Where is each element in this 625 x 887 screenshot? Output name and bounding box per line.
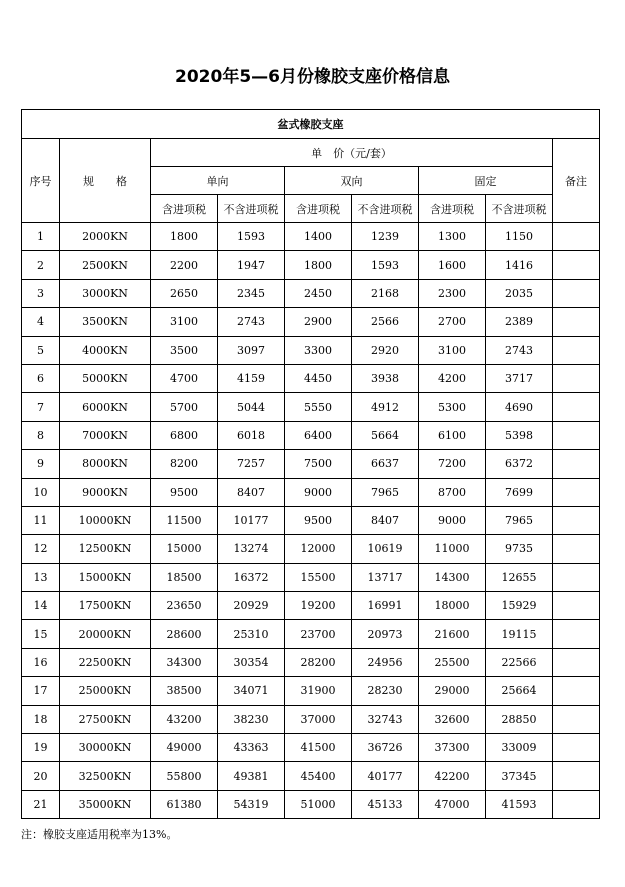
cell-fixed-without-tax: 22566 bbox=[486, 648, 553, 676]
cell-index: 13 bbox=[22, 563, 60, 591]
cell-bi-with-tax: 2900 bbox=[285, 308, 352, 336]
cell-fixed-with-tax: 1300 bbox=[419, 223, 486, 251]
cell-bi-without-tax: 32743 bbox=[352, 705, 419, 733]
cell-uni-without-tax: 2743 bbox=[218, 308, 285, 336]
table-row bbox=[22, 223, 600, 251]
cell-spec: 7000KN bbox=[60, 421, 151, 449]
cell-bi-without-tax: 8407 bbox=[352, 506, 419, 534]
cell-bi-without-tax: 36726 bbox=[352, 734, 419, 762]
cell-bi-with-tax: 5550 bbox=[285, 393, 352, 421]
cell-index: 10 bbox=[22, 478, 60, 506]
cell-fixed-with-tax: 37300 bbox=[419, 734, 486, 762]
section-title: 盆式橡胶支座 bbox=[22, 110, 600, 139]
cell-remark bbox=[553, 421, 600, 449]
cell-fixed-with-tax: 5300 bbox=[419, 393, 486, 421]
table-row bbox=[22, 734, 600, 762]
cell-remark bbox=[553, 648, 600, 676]
cell-bi-with-tax: 9500 bbox=[285, 506, 352, 534]
cell-index: 9 bbox=[22, 450, 60, 478]
cell-uni-without-tax: 49381 bbox=[218, 762, 285, 790]
cell-bi-with-tax: 41500 bbox=[285, 734, 352, 762]
cell-uni-without-tax: 5044 bbox=[218, 393, 285, 421]
cell-uni-without-tax: 20929 bbox=[218, 592, 285, 620]
cell-remark bbox=[553, 535, 600, 563]
cell-bi-without-tax: 2920 bbox=[352, 336, 419, 364]
cell-uni-with-tax: 2650 bbox=[151, 279, 218, 307]
cell-fixed-with-tax: 21600 bbox=[419, 620, 486, 648]
cell-fixed-without-tax: 33009 bbox=[486, 734, 553, 762]
cell-uni-with-tax: 43200 bbox=[151, 705, 218, 733]
cell-index: 6 bbox=[22, 364, 60, 392]
cell-spec: 17500KN bbox=[60, 592, 151, 620]
cell-bi-with-tax: 1400 bbox=[285, 223, 352, 251]
cell-uni-with-tax: 18500 bbox=[151, 563, 218, 591]
cell-bi-with-tax: 2450 bbox=[285, 279, 352, 307]
table-row bbox=[22, 790, 600, 818]
cell-bi-without-tax: 40177 bbox=[352, 762, 419, 790]
cell-bi-with-tax: 15500 bbox=[285, 563, 352, 591]
cell-remark bbox=[553, 223, 600, 251]
cell-remark bbox=[553, 364, 600, 392]
cell-spec: 27500KN bbox=[60, 705, 151, 733]
cell-uni-with-tax: 1800 bbox=[151, 223, 218, 251]
cell-fixed-with-tax: 1600 bbox=[419, 251, 486, 279]
cell-spec: 6000KN bbox=[60, 393, 151, 421]
cell-bi-with-tax: 37000 bbox=[285, 705, 352, 733]
cell-bi-without-tax: 1239 bbox=[352, 223, 419, 251]
cell-spec: 3000KN bbox=[60, 279, 151, 307]
cell-fixed-with-tax: 9000 bbox=[419, 506, 486, 534]
cell-fixed-with-tax: 29000 bbox=[419, 677, 486, 705]
cell-uni-with-tax: 3100 bbox=[151, 308, 218, 336]
cell-uni-with-tax: 3500 bbox=[151, 336, 218, 364]
cell-uni-with-tax: 4700 bbox=[151, 364, 218, 392]
table-row bbox=[22, 535, 600, 563]
cell-spec: 9000KN bbox=[60, 478, 151, 506]
cell-remark bbox=[553, 592, 600, 620]
table-row bbox=[22, 251, 600, 279]
cell-index: 3 bbox=[22, 279, 60, 307]
cell-remark bbox=[553, 478, 600, 506]
cell-fixed-without-tax: 28850 bbox=[486, 705, 553, 733]
table-row bbox=[22, 705, 600, 733]
cell-fixed-without-tax: 6372 bbox=[486, 450, 553, 478]
cell-remark bbox=[553, 308, 600, 336]
cell-uni-without-tax: 13274 bbox=[218, 535, 285, 563]
cell-index: 11 bbox=[22, 506, 60, 534]
cell-uni-with-tax: 2200 bbox=[151, 251, 218, 279]
cell-uni-with-tax: 61380 bbox=[151, 790, 218, 818]
cell-bi-without-tax: 28230 bbox=[352, 677, 419, 705]
cell-spec: 30000KN bbox=[60, 734, 151, 762]
cell-fixed-without-tax: 7965 bbox=[486, 506, 553, 534]
cell-uni-without-tax: 1947 bbox=[218, 251, 285, 279]
cell-fixed-with-tax: 25500 bbox=[419, 648, 486, 676]
cell-uni-without-tax: 8407 bbox=[218, 478, 285, 506]
cell-index: 15 bbox=[22, 620, 60, 648]
cell-bi-with-tax: 1800 bbox=[285, 251, 352, 279]
cell-fixed-with-tax: 8700 bbox=[419, 478, 486, 506]
cell-uni-without-tax: 4159 bbox=[218, 364, 285, 392]
cell-uni-with-tax: 28600 bbox=[151, 620, 218, 648]
cell-spec: 8000KN bbox=[60, 450, 151, 478]
cell-bi-without-tax: 5664 bbox=[352, 421, 419, 449]
cell-bi-without-tax: 24956 bbox=[352, 648, 419, 676]
cell-fixed-with-tax: 6100 bbox=[419, 421, 486, 449]
cell-bi-with-tax: 12000 bbox=[285, 535, 352, 563]
cell-bi-without-tax: 13717 bbox=[352, 563, 419, 591]
cell-uni-with-tax: 34300 bbox=[151, 648, 218, 676]
header-without-tax: 不含进项税 bbox=[218, 195, 285, 223]
table-row bbox=[22, 620, 600, 648]
cell-remark bbox=[553, 336, 600, 364]
cell-fixed-without-tax: 2389 bbox=[486, 308, 553, 336]
cell-spec: 22500KN bbox=[60, 648, 151, 676]
table-row bbox=[22, 506, 600, 534]
cell-uni-without-tax: 34071 bbox=[218, 677, 285, 705]
cell-uni-with-tax: 15000 bbox=[151, 535, 218, 563]
cell-bi-with-tax: 19200 bbox=[285, 592, 352, 620]
table-row bbox=[22, 563, 600, 591]
cell-fixed-with-tax: 18000 bbox=[419, 592, 486, 620]
cell-index: 2 bbox=[22, 251, 60, 279]
cell-fixed-without-tax: 15929 bbox=[486, 592, 553, 620]
header-without-tax: 不含进项税 bbox=[486, 195, 553, 223]
header-remark: 备注 bbox=[553, 139, 600, 223]
header-with-tax: 含进项税 bbox=[151, 195, 218, 223]
table-row bbox=[22, 308, 600, 336]
cell-fixed-without-tax: 7699 bbox=[486, 478, 553, 506]
cell-remark bbox=[553, 450, 600, 478]
cell-spec: 20000KN bbox=[60, 620, 151, 648]
header-index: 序号 bbox=[22, 139, 60, 223]
cell-fixed-with-tax: 14300 bbox=[419, 563, 486, 591]
cell-fixed-with-tax: 2300 bbox=[419, 279, 486, 307]
table-row bbox=[22, 421, 600, 449]
table-row bbox=[22, 336, 600, 364]
cell-bi-with-tax: 3300 bbox=[285, 336, 352, 364]
header-spec: 规 格 bbox=[60, 139, 151, 223]
header-group-fixed: 固定 bbox=[419, 167, 553, 195]
cell-fixed-without-tax: 19115 bbox=[486, 620, 553, 648]
cell-uni-with-tax: 11500 bbox=[151, 506, 218, 534]
cell-remark bbox=[553, 734, 600, 762]
cell-bi-without-tax: 45133 bbox=[352, 790, 419, 818]
header-with-tax: 含进项税 bbox=[285, 195, 352, 223]
cell-uni-without-tax: 10177 bbox=[218, 506, 285, 534]
cell-index: 4 bbox=[22, 308, 60, 336]
cell-spec: 2500KN bbox=[60, 251, 151, 279]
cell-bi-without-tax: 1593 bbox=[352, 251, 419, 279]
cell-remark bbox=[553, 790, 600, 818]
cell-remark bbox=[553, 677, 600, 705]
cell-bi-without-tax: 16991 bbox=[352, 592, 419, 620]
cell-fixed-without-tax: 12655 bbox=[486, 563, 553, 591]
cell-bi-without-tax: 4912 bbox=[352, 393, 419, 421]
header-unit-price: 单 价（元/套） bbox=[151, 139, 553, 167]
cell-uni-with-tax: 38500 bbox=[151, 677, 218, 705]
cell-fixed-with-tax: 4200 bbox=[419, 364, 486, 392]
cell-bi-with-tax: 23700 bbox=[285, 620, 352, 648]
cell-bi-with-tax: 51000 bbox=[285, 790, 352, 818]
table-row bbox=[22, 364, 600, 392]
cell-bi-without-tax: 6637 bbox=[352, 450, 419, 478]
cell-uni-with-tax: 9500 bbox=[151, 478, 218, 506]
cell-spec: 4000KN bbox=[60, 336, 151, 364]
cell-index: 8 bbox=[22, 421, 60, 449]
cell-fixed-without-tax: 5398 bbox=[486, 421, 553, 449]
table-row bbox=[22, 677, 600, 705]
cell-bi-with-tax: 4450 bbox=[285, 364, 352, 392]
cell-fixed-without-tax: 9735 bbox=[486, 535, 553, 563]
cell-index: 20 bbox=[22, 762, 60, 790]
cell-uni-without-tax: 6018 bbox=[218, 421, 285, 449]
cell-index: 5 bbox=[22, 336, 60, 364]
table-row bbox=[22, 478, 600, 506]
cell-uni-without-tax: 25310 bbox=[218, 620, 285, 648]
cell-uni-with-tax: 6800 bbox=[151, 421, 218, 449]
cell-bi-with-tax: 9000 bbox=[285, 478, 352, 506]
cell-spec: 32500KN bbox=[60, 762, 151, 790]
cell-spec: 15000KN bbox=[60, 563, 151, 591]
cell-fixed-without-tax: 37345 bbox=[486, 762, 553, 790]
table-row bbox=[22, 592, 600, 620]
table-row bbox=[22, 762, 600, 790]
cell-remark bbox=[553, 393, 600, 421]
cell-uni-with-tax: 55800 bbox=[151, 762, 218, 790]
cell-spec: 2000KN bbox=[60, 223, 151, 251]
table-row bbox=[22, 393, 600, 421]
cell-uni-with-tax: 5700 bbox=[151, 393, 218, 421]
cell-fixed-with-tax: 11000 bbox=[419, 535, 486, 563]
cell-uni-with-tax: 49000 bbox=[151, 734, 218, 762]
cell-bi-without-tax: 7965 bbox=[352, 478, 419, 506]
header-group-bidirectional: 双向 bbox=[285, 167, 419, 195]
cell-bi-without-tax: 2168 bbox=[352, 279, 419, 307]
cell-fixed-without-tax: 2035 bbox=[486, 279, 553, 307]
cell-uni-without-tax: 1593 bbox=[218, 223, 285, 251]
cell-bi-with-tax: 28200 bbox=[285, 648, 352, 676]
cell-index: 19 bbox=[22, 734, 60, 762]
cell-fixed-with-tax: 2700 bbox=[419, 308, 486, 336]
header-group-unidirectional: 单向 bbox=[151, 167, 285, 195]
cell-bi-without-tax: 20973 bbox=[352, 620, 419, 648]
cell-spec: 25000KN bbox=[60, 677, 151, 705]
cell-uni-with-tax: 23650 bbox=[151, 592, 218, 620]
cell-remark bbox=[553, 620, 600, 648]
cell-fixed-without-tax: 4690 bbox=[486, 393, 553, 421]
cell-remark bbox=[553, 506, 600, 534]
cell-index: 21 bbox=[22, 790, 60, 818]
cell-spec: 5000KN bbox=[60, 364, 151, 392]
cell-bi-with-tax: 6400 bbox=[285, 421, 352, 449]
cell-fixed-without-tax: 1150 bbox=[486, 223, 553, 251]
cell-bi-without-tax: 3938 bbox=[352, 364, 419, 392]
cell-remark bbox=[553, 251, 600, 279]
table-row bbox=[22, 450, 600, 478]
cell-uni-without-tax: 7257 bbox=[218, 450, 285, 478]
cell-index: 18 bbox=[22, 705, 60, 733]
price-table bbox=[21, 109, 600, 819]
cell-index: 12 bbox=[22, 535, 60, 563]
cell-remark bbox=[553, 279, 600, 307]
cell-remark bbox=[553, 563, 600, 591]
cell-bi-without-tax: 2566 bbox=[352, 308, 419, 336]
cell-spec: 3500KN bbox=[60, 308, 151, 336]
header-with-tax: 含进项税 bbox=[419, 195, 486, 223]
cell-index: 1 bbox=[22, 223, 60, 251]
cell-fixed-with-tax: 47000 bbox=[419, 790, 486, 818]
cell-fixed-without-tax: 3717 bbox=[486, 364, 553, 392]
cell-fixed-with-tax: 42200 bbox=[419, 762, 486, 790]
cell-fixed-with-tax: 3100 bbox=[419, 336, 486, 364]
cell-uni-without-tax: 54319 bbox=[218, 790, 285, 818]
cell-spec: 35000KN bbox=[60, 790, 151, 818]
table-row bbox=[22, 648, 600, 676]
cell-index: 7 bbox=[22, 393, 60, 421]
table-row bbox=[22, 279, 600, 307]
cell-uni-without-tax: 30354 bbox=[218, 648, 285, 676]
cell-index: 17 bbox=[22, 677, 60, 705]
cell-remark bbox=[553, 705, 600, 733]
cell-spec: 10000KN bbox=[60, 506, 151, 534]
cell-fixed-with-tax: 7200 bbox=[419, 450, 486, 478]
cell-uni-without-tax: 43363 bbox=[218, 734, 285, 762]
cell-uni-without-tax: 3097 bbox=[218, 336, 285, 364]
cell-bi-with-tax: 7500 bbox=[285, 450, 352, 478]
cell-fixed-with-tax: 32600 bbox=[419, 705, 486, 733]
cell-fixed-without-tax: 2743 bbox=[486, 336, 553, 364]
page-title: 2020年5—6月份橡胶支座价格信息 bbox=[175, 67, 450, 87]
cell-fixed-without-tax: 1416 bbox=[486, 251, 553, 279]
cell-bi-without-tax: 10619 bbox=[352, 535, 419, 563]
cell-fixed-without-tax: 41593 bbox=[486, 790, 553, 818]
cell-index: 14 bbox=[22, 592, 60, 620]
cell-spec: 12500KN bbox=[60, 535, 151, 563]
cell-fixed-without-tax: 25664 bbox=[486, 677, 553, 705]
footnote: 注：橡胶支座适用税率为13%。 bbox=[21, 828, 178, 841]
cell-index: 16 bbox=[22, 648, 60, 676]
cell-uni-with-tax: 8200 bbox=[151, 450, 218, 478]
cell-uni-without-tax: 2345 bbox=[218, 279, 285, 307]
cell-uni-without-tax: 38230 bbox=[218, 705, 285, 733]
header-without-tax: 不含进项税 bbox=[352, 195, 419, 223]
cell-bi-with-tax: 45400 bbox=[285, 762, 352, 790]
cell-remark bbox=[553, 762, 600, 790]
cell-bi-with-tax: 31900 bbox=[285, 677, 352, 705]
cell-uni-without-tax: 16372 bbox=[218, 563, 285, 591]
